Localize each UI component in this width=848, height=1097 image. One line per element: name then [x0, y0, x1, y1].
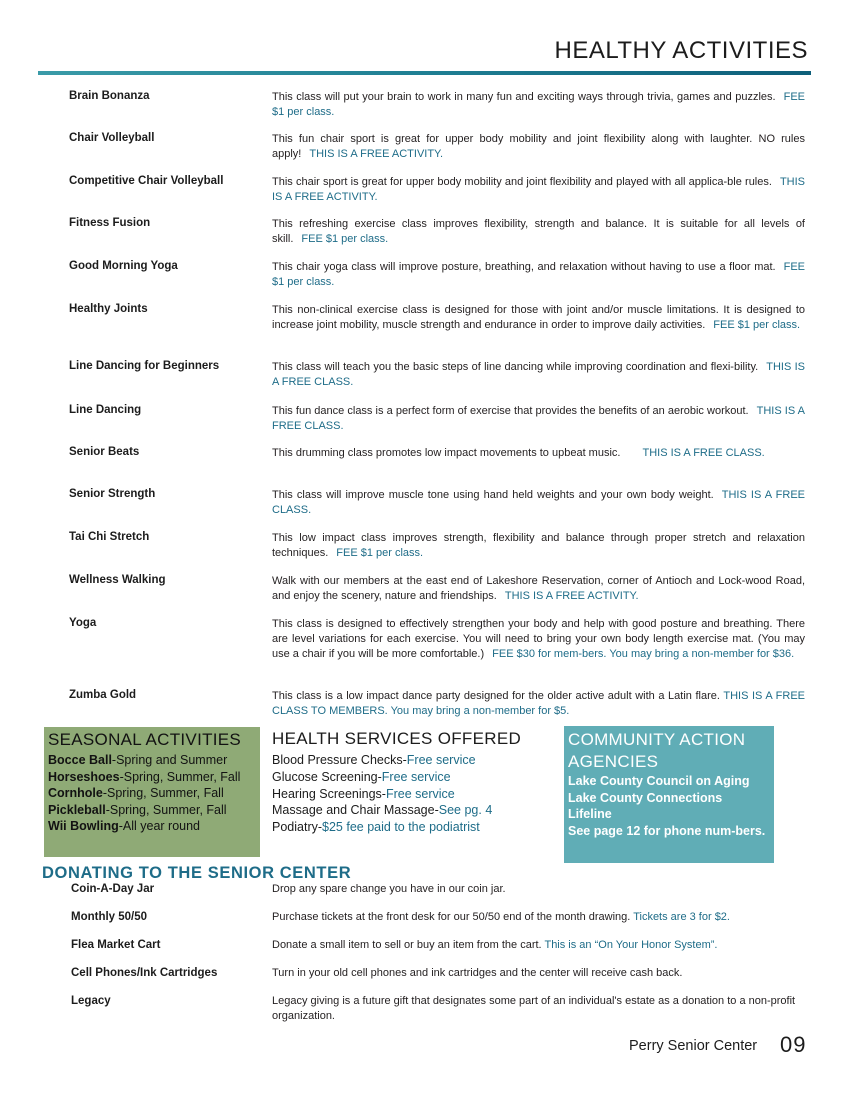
donating-item-text: Purchase tickets at the front desk for our 50/50 end of the month drawing. [272, 911, 631, 923]
activity-description [272, 217, 805, 247]
donating-title: DONATING TO THE SENIOR CENTER [42, 864, 352, 882]
activity-text: This chair yoga class will improve posture, breathing, and relaxation without having to use a floor mat. [272, 261, 776, 273]
activity-description [272, 175, 805, 205]
activity-description [272, 617, 805, 662]
activity-fee: THIS IS A FREE CLASS. [642, 447, 765, 459]
seasonal-item [48, 818, 256, 835]
activity-name: Tai Chi Stretch [69, 531, 150, 543]
seasonal-item [48, 785, 256, 802]
donating-item-description [272, 966, 812, 981]
health-service-note: Free service [385, 786, 455, 801]
activity-name: Senior Strength [69, 488, 156, 500]
activity-description [272, 90, 805, 120]
seasonal-item-season: -Spring, Summer, Fall [119, 769, 241, 784]
donating-item-note: This is an “On Your Honor System”. [544, 939, 718, 951]
community-item: Lake County Connections [568, 790, 723, 805]
seasonal-activities-box [44, 727, 260, 857]
activity-description [272, 446, 805, 461]
health-service-note: Free service [406, 753, 476, 767]
activity-text: Walk with our members at the east end of Lakeshore Reservation, corner of Antioch and Lock-wood Road, and enjoy the scenery, nature and friendships. [272, 575, 805, 602]
activity-name: Line Dancing for Beginners [69, 360, 220, 372]
activity-description [272, 531, 805, 561]
activity-description [272, 360, 805, 390]
seasonal-item-name: Bocce Ball [48, 753, 112, 767]
activity-name: Fitness Fusion [69, 217, 151, 229]
seasonal-item-name: Horseshoes [48, 769, 120, 784]
health-service-item [272, 786, 557, 803]
activity-fee: THIS IS A FREE CLASS. [272, 405, 806, 432]
activity-text: This class will teach you the basic steps of line dancing while improving coordination and flexi-bility. [272, 361, 759, 373]
activity-description [272, 132, 805, 162]
seasonal-item-season: -Spring and Summer [111, 753, 228, 767]
activity-description [272, 689, 805, 719]
activity-fee: THIS IS A FREE CLASS. [272, 361, 805, 388]
community-item: See page 12 for phone num-bers. [568, 823, 766, 838]
activity-description [272, 404, 805, 434]
seasonal-item-name: Wii Bowling [48, 819, 119, 833]
donating-item-text: Legacy giving is a future gift that designates some part of an individual's estate as a donation to a non-profit organization. [272, 995, 796, 1022]
seasonal-item-season: -Spring, Summer, Fall [105, 802, 227, 817]
community-agencies-box [564, 726, 774, 863]
health-services-title: HEALTH SERVICES OFFERED [272, 729, 522, 748]
activity-description [272, 488, 805, 518]
activity-description [272, 260, 805, 290]
health-service-note: $25 fee paid to the podiatrist [322, 820, 480, 835]
donating-item-name: Cell Phones/Ink Cartridges [71, 967, 218, 979]
activity-fee: THIS IS A FREE ACTIVITY. [504, 590, 639, 602]
seasonal-title: SEASONAL ACTIVITIES [48, 730, 242, 749]
activity-name: Zumba Gold [69, 689, 137, 701]
activity-name: Line Dancing [69, 404, 142, 416]
activity-description [272, 574, 805, 604]
activity-text: This class will put your brain to work in many fun and exciting ways through trivia, games and puzzles. [272, 91, 776, 103]
activity-fee: FEE $1 per class. [336, 547, 424, 559]
health-service-item [272, 819, 557, 836]
page-title: HEALTHY ACTIVITIES [554, 37, 808, 64]
activity-fee: FEE $1 per class. [301, 233, 389, 245]
activity-text: This fun dance class is a perfect form of exercise that provides the benefits of an aerobic workout. [272, 405, 749, 417]
activity-text: This class will improve muscle tone using hand held weights and your own body weight. [272, 489, 714, 501]
health-service-note: See pg. 4 [438, 803, 493, 818]
activity-text: This drumming class promotes low impact movements to upbeat music. [272, 447, 621, 459]
seasonal-item [48, 802, 256, 819]
donating-item-text: Turn in your old cell phones and ink cartridges and the center will receive cash back. [272, 967, 683, 979]
activity-name: Senior Beats [69, 446, 140, 458]
seasonal-item [48, 752, 256, 769]
activity-name: Yoga [69, 617, 97, 629]
donating-item-note: Tickets are 3 for $2. [633, 911, 730, 923]
activity-name: Chair Volleyball [69, 132, 155, 144]
activity-name: Competitive Chair Volleyball [69, 175, 224, 187]
activity-name: Healthy Joints [69, 303, 148, 315]
header-rule [38, 71, 811, 75]
seasonal-item-name: Pickleball [48, 802, 106, 817]
activity-text: This non-clinical exercise class is designed for those with joint and/or muscle limitations. It is designed to increase joint mobility, muscle strength and endurance in order to improve daily activities. [272, 304, 805, 331]
community-title: COMMUNITY ACTION AGENCIES [568, 730, 746, 771]
activity-name: Brain Bonanza [69, 90, 150, 102]
activity-fee: FEE $1 per class. [713, 319, 801, 331]
donating-item-text: Donate a small item to sell or buy an item from the cart. [272, 939, 542, 951]
activity-text: This fun chair sport is great for upper body mobility and joint flexibility along with laughter. NO rules apply! [272, 133, 805, 160]
donating-item-description [272, 938, 812, 953]
health-service-name: Glucose Screening- [272, 769, 382, 784]
donating-item-description [272, 882, 812, 897]
activity-fee: FEE $1 per class. [272, 91, 805, 118]
activity-fee: THIS IS A FREE CLASS TO MEMBERS. You may bring a non-member for $5. [272, 690, 805, 717]
donating-item-name: Monthly 50/50 [71, 911, 148, 923]
activity-description [272, 303, 805, 333]
page-number: 09 [780, 1032, 807, 1057]
health-service-name: Hearing Screenings- [272, 786, 386, 801]
activity-fee: FEE $30 for mem-bers. You may bring a non-member for $36. [492, 648, 795, 660]
activity-fee: THIS IS A FREE ACTIVITY. [309, 148, 444, 160]
health-service-item [272, 752, 557, 769]
community-item: Lifeline [568, 807, 612, 822]
footer-org-name: Perry Senior Center [629, 1038, 758, 1054]
activity-text: This refreshing exercise class improves flexibility, strength and balance. It is suitable for all levels of skill. [272, 218, 805, 245]
activity-text: This class is designed to effectively strengthen your body and help with good posture and breathing. There are level variations for each exercise. You will need to bring your own body length exercise mat. (You may use a chair if you will be more comfortable.) [272, 618, 805, 660]
activity-name: Good Morning Yoga [69, 260, 178, 272]
health-service-item [272, 769, 557, 786]
donating-item-description [272, 910, 812, 925]
donating-item-text: Drop any spare change you have in our coin jar. [272, 883, 506, 895]
activity-fee: THIS IS A FREE CLASS. [272, 489, 805, 516]
activity-text: This class is a low impact dance party designed for the older active adult with a Latin flare. [272, 690, 720, 702]
activity-fee: FEE $1 per class. [272, 261, 805, 288]
activity-fee: THIS IS A FREE ACTIVITY. [272, 176, 805, 203]
health-service-name: Blood Pressure Checks- [272, 753, 407, 767]
health-service-name: Podiatry- [272, 820, 323, 835]
activity-text: This low impact class improves strength, flexibility and balance through proper stretch and relaxation techniques. [272, 532, 805, 559]
seasonal-item-season: -Spring, Summer, Fall [102, 786, 224, 800]
health-service-name: Massage and Chair Massage- [272, 803, 439, 818]
activity-name: Wellness Walking [69, 574, 166, 586]
donating-item-name: Coin-A-Day Jar [71, 883, 155, 895]
seasonal-item-name: Cornhole [48, 786, 103, 800]
activity-text: This chair sport is great for upper body mobility and joint flexibility and played with all applica-ble rules. [272, 176, 772, 188]
seasonal-item-season: -All year round [118, 819, 201, 833]
donating-item-name: Legacy [71, 995, 111, 1007]
seasonal-item [48, 769, 256, 786]
donating-item-name: Flea Market Cart [71, 939, 161, 951]
health-service-note: Free service [381, 769, 451, 784]
community-item: Lake County Council on Aging [568, 774, 750, 788]
donating-item-description [272, 994, 812, 1024]
health-service-item [272, 802, 557, 819]
health-services-box [272, 729, 557, 836]
